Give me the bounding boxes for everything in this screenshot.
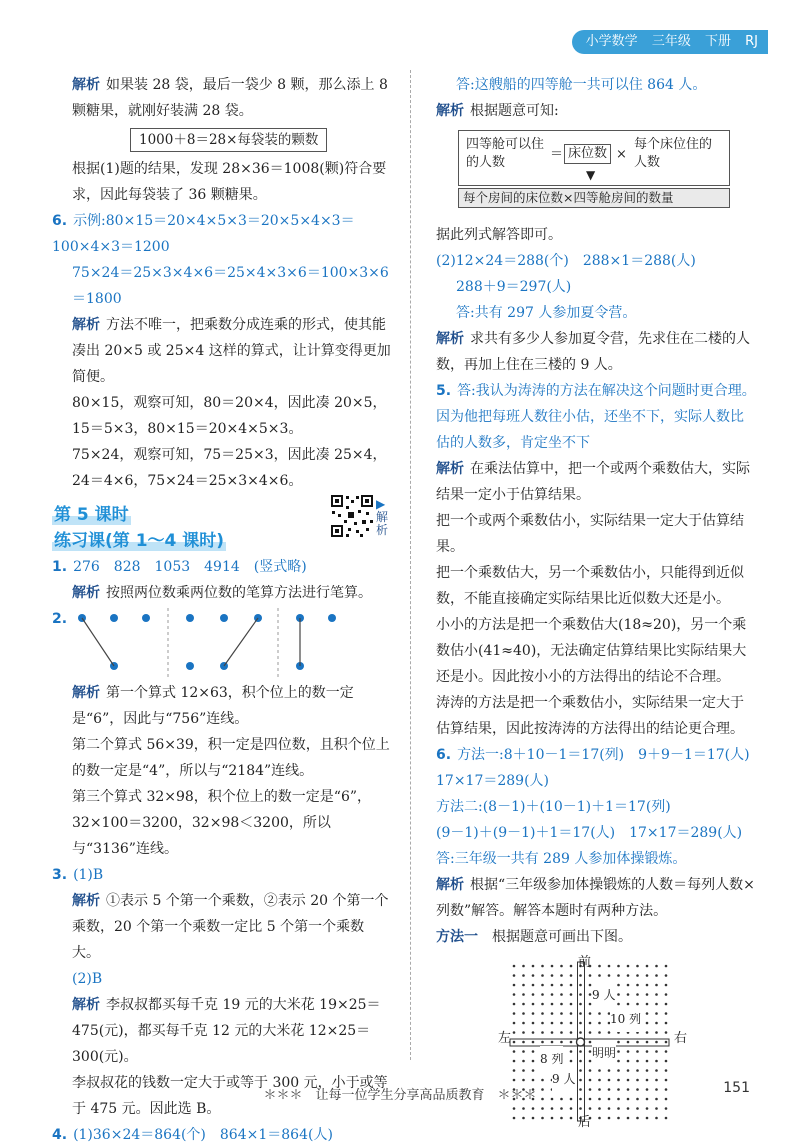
grid-dot xyxy=(541,1031,544,1034)
grid-dot xyxy=(551,1107,554,1110)
grid-dot xyxy=(589,1022,592,1025)
column-divider xyxy=(410,70,411,1060)
grid-dot xyxy=(560,1031,563,1034)
grid-dot xyxy=(665,974,668,977)
grid-dot xyxy=(608,1117,611,1120)
grid-dot xyxy=(522,1003,525,1006)
grid-dot xyxy=(646,1041,649,1044)
down-arrow-icon: ▼ xyxy=(586,168,596,182)
grid-dot xyxy=(570,974,573,977)
top-dot xyxy=(328,614,336,622)
r-line4: (2)12×24＝288(个) 288×1＝288(人) xyxy=(436,253,696,269)
grid-dot xyxy=(532,1107,535,1110)
grid-dot xyxy=(551,1117,554,1120)
grid-dot xyxy=(617,1069,620,1072)
grid-dot xyxy=(665,1069,668,1072)
grid-dot xyxy=(655,1117,658,1120)
q3-jiexi3: 李叔叔花的钱数一定大于或等于 300 元，小于或等于 475 元。因此选 B。 xyxy=(72,1075,388,1117)
q5-jiexi4: 小小的方法是把一个乘数估大(18≈20)，另一个乘数估小(41≈40)，无法确定估算结果比实际结果大还是小。因此按小小的方法得出的结论不合理。 xyxy=(436,617,747,685)
grid-dot xyxy=(532,1069,535,1072)
grid-dot xyxy=(579,1003,582,1006)
grid-dot xyxy=(617,993,620,996)
grid-dot xyxy=(579,1031,582,1034)
grid-dot xyxy=(541,984,544,987)
grid-dot xyxy=(636,1060,639,1063)
grid-dot xyxy=(646,1022,649,1025)
grid-dot xyxy=(570,993,573,996)
grid-dot xyxy=(627,974,630,977)
grid-dot xyxy=(665,1050,668,1053)
grid-dot xyxy=(617,984,620,987)
q3-part2: (2)B xyxy=(72,971,103,987)
grid-dot xyxy=(627,1003,630,1006)
matching-lines-svg xyxy=(52,606,392,680)
grid-dot xyxy=(560,984,563,987)
grid-dot xyxy=(627,1107,630,1110)
grid-dot xyxy=(560,1117,563,1120)
diagram-b: 床位数 xyxy=(564,144,611,164)
grid-dot xyxy=(522,993,525,996)
grid-dot xyxy=(617,1079,620,1082)
grid-dot xyxy=(665,1079,668,1082)
grid-dot xyxy=(570,1050,573,1053)
grid-dot xyxy=(541,993,544,996)
grid-dot xyxy=(570,1060,573,1063)
grid-dot xyxy=(617,1050,620,1053)
grid-dot xyxy=(560,1012,563,1015)
match-line-2 xyxy=(224,618,258,666)
grid-dot xyxy=(589,1041,592,1044)
grid-dot xyxy=(570,1041,573,1044)
grid-dot xyxy=(655,1012,658,1015)
grid-dot xyxy=(551,965,554,968)
grid-dot xyxy=(579,1012,582,1015)
grid-dot xyxy=(560,1022,563,1025)
diagram-c: 每个床位住的人数 xyxy=(634,137,713,170)
grid-dot xyxy=(532,984,535,987)
grid-dot xyxy=(570,965,573,968)
grid-dot xyxy=(655,1060,658,1063)
right-column xyxy=(436,72,756,1134)
grid-dot xyxy=(617,1060,620,1063)
grid-dot xyxy=(655,993,658,996)
q6-method1: 6. 方法一:8＋10－1＝17(列) 9＋9－1＝17(人) xyxy=(436,747,750,763)
grid-dot xyxy=(598,1107,601,1110)
grid-dot xyxy=(608,1107,611,1110)
formation-grid xyxy=(436,954,756,1134)
grid-dot xyxy=(665,1107,668,1110)
diagram-a: 四等舱可以住的人数 xyxy=(466,137,545,170)
grid-dot xyxy=(608,1069,611,1072)
grid-dot xyxy=(636,1069,639,1072)
grid-front: 前 xyxy=(578,955,592,970)
q6-line2: 75×24＝25×3×4×6＝25×4×3×6＝100×3×6＝1800 xyxy=(72,265,389,307)
grid-dot xyxy=(636,1003,639,1006)
grid-dot xyxy=(646,1031,649,1034)
grid-dot xyxy=(579,1069,582,1072)
grid-dot xyxy=(655,1107,658,1110)
grid-dot xyxy=(541,1022,544,1025)
grid-dot xyxy=(665,984,668,987)
grid-dot xyxy=(617,1041,620,1044)
grid-dot xyxy=(551,1031,554,1034)
grid-dot xyxy=(522,1117,525,1120)
q3-part1: 3. (1)B xyxy=(52,867,104,883)
grid-dot xyxy=(636,974,639,977)
grid-dot xyxy=(617,1117,620,1120)
q5-answer: 5. 答:我认为涛涛的方法在解决这个问题时更合理。因为他把每班人数往小估，还坐不下，实际人数比估的人数多，肯定坐不下 xyxy=(436,383,756,451)
grid-dot xyxy=(608,1079,611,1082)
grid-dot xyxy=(665,1060,668,1063)
grid-10-cols: 10 列 xyxy=(610,1006,641,1032)
q5-jiexi2: 把一个或两个乘数估小，实际结果一定大于估算结果。 xyxy=(436,513,744,555)
grid-dot xyxy=(570,1117,573,1120)
grid-dot xyxy=(608,965,611,968)
qr-code-icon[interactable] xyxy=(330,494,374,538)
grid-dot xyxy=(627,1069,630,1072)
grid-9-people-top: 9 人 xyxy=(592,982,615,1008)
q6-line4: 75×24，观察可知，75＝25×3，因此凑 25×4，24＝4×6，75×24＝25×3×4×6。 xyxy=(72,447,387,489)
grid-dot xyxy=(513,1107,516,1110)
grid-dot xyxy=(655,1041,658,1044)
grid-dot xyxy=(665,1041,668,1044)
grid-dot xyxy=(570,1012,573,1015)
method1-line: 方法一 根据题意可画出下图。 xyxy=(436,929,632,945)
diagram-eq: ＝ xyxy=(550,147,564,162)
grid-dot xyxy=(655,984,658,987)
left-p2: 根据(1)题的结果，发现 28×36＝1008(颗)符合要求，因此每袋装了 36 颗糖果。 xyxy=(72,161,387,203)
match-line-1 xyxy=(82,618,114,666)
grid-dot xyxy=(532,965,535,968)
grid-dot xyxy=(627,1079,630,1082)
grid-dot xyxy=(532,1031,535,1034)
q2-matching-diagram: 2. xyxy=(52,606,392,680)
footer-slogan: ＊＊＊ 让每一位学生分享高品质教育 ＊＊＊ xyxy=(263,1088,537,1103)
grid-dot xyxy=(541,1003,544,1006)
grid-dot xyxy=(598,1079,601,1082)
grid-dot xyxy=(532,1012,535,1015)
grid-dot xyxy=(570,1022,573,1025)
grid-9-people-bottom: 9 人 xyxy=(552,1066,575,1092)
top-dot xyxy=(142,614,150,622)
grid-mingming: 明明 xyxy=(592,1040,616,1066)
grid-8-cols: 8 列 xyxy=(540,1046,563,1072)
q6-method2b: (9－1)＋(9－1)＋1＝17(人) 17×17＝289(人) xyxy=(436,825,743,841)
diagram-bottom: 每个房间的床位数×四等舱房间的数量 xyxy=(458,188,730,208)
grid-dot xyxy=(570,1003,573,1006)
q4-line: 4. (1)36×24＝864(个) 864×1＝864(人) xyxy=(52,1127,333,1143)
q1-line: 1. 276 828 1053 4914 (竖式略) xyxy=(52,559,307,575)
grid-dot xyxy=(646,1069,649,1072)
r-answer1: 答:这艘船的四等舱一共可以住 864 人。 xyxy=(456,77,707,93)
grid-dot xyxy=(598,974,601,977)
grid-dot xyxy=(589,1003,592,1006)
grid-dot xyxy=(560,993,563,996)
grid-dot xyxy=(636,1117,639,1120)
grid-dot xyxy=(579,1050,582,1053)
grid-dot xyxy=(665,1003,668,1006)
grid-dot xyxy=(551,1012,554,1015)
q6-line1: 6. 示例:80×15＝20×4×5×3＝20×5×4×3＝100×4×3＝1200 xyxy=(52,213,355,255)
grid-dot xyxy=(636,1107,639,1110)
diagram-times: × xyxy=(616,147,627,162)
grid-dot xyxy=(532,993,535,996)
left-column xyxy=(52,72,392,1148)
grid-dot xyxy=(513,1041,516,1044)
grid-dot xyxy=(665,1022,668,1025)
grid-dot xyxy=(646,984,649,987)
grid-dot xyxy=(513,984,516,987)
grid-dot xyxy=(589,1031,592,1034)
grid-dot xyxy=(636,1050,639,1053)
grid-dot xyxy=(589,1060,592,1063)
grid-dot xyxy=(551,1041,554,1044)
grid-dot xyxy=(589,1079,592,1082)
grid-dot xyxy=(636,1079,639,1082)
grid-dot xyxy=(646,1050,649,1053)
grid-dot xyxy=(655,974,658,977)
grid-dot xyxy=(589,1050,592,1053)
q3-jiexi1: 解析 ①表示 5 个第一个乘数，②表示 20 个第一个乘数，20 个第一个乘数一定比 5 个第一个乘数大。 xyxy=(72,893,389,961)
r-jiexi7: 解析 求共有多少人参加夏令营，先求住在二楼的人数，再加上住在三楼的 9 人。 xyxy=(436,331,750,373)
q2-jiexi3: 第三个算式 32×98，积个位上的数一定是“6”，32×100＝3200，32×98＜3200，所以与“3136”连线。 xyxy=(72,789,372,857)
grid-dot xyxy=(541,1117,544,1120)
grid-dot xyxy=(627,993,630,996)
grid-dot xyxy=(579,1079,582,1082)
grid-dot xyxy=(579,984,582,987)
grid-dot xyxy=(560,965,563,968)
grid-dot xyxy=(646,1012,649,1015)
grid-dot xyxy=(560,1003,563,1006)
method1-label: 方法一 xyxy=(436,929,478,945)
header-bar xyxy=(572,30,768,54)
q5-jiexi1: 解析 在乘法估算中，把一个或两个乘数估大，实际结果一定小于估算结果。 xyxy=(436,461,750,503)
grid-dot xyxy=(655,1003,658,1006)
grid-left: 左 xyxy=(498,1031,512,1046)
grid-dot xyxy=(598,1069,601,1072)
q2-jiexi2: 第二个算式 56×39，积一定是四位数，且积个位上的数一定是“4”，所以与“2184”连线。 xyxy=(72,737,390,779)
grid-dot xyxy=(636,965,639,968)
q6-answer: 答:三年级一共有 289 人参加体操锻炼。 xyxy=(436,851,687,867)
grid-dot xyxy=(570,1031,573,1034)
header-grade: 三年级 xyxy=(651,34,691,49)
grid-dot xyxy=(551,984,554,987)
q6-method1b: 17×17＝289(人) xyxy=(436,773,550,789)
q3-jiexi2: 解析 李叔叔都买每千克 19 元的大米花 19×25＝475(元)，都买每千克 12 元的大米花 12×25＝300(元)。 xyxy=(72,997,381,1065)
grid-dot xyxy=(617,974,620,977)
r-line6: 答:共有 297 人参加夏令营。 xyxy=(456,305,637,321)
grid-dot xyxy=(532,1060,535,1063)
grid-dot xyxy=(627,965,630,968)
grid-dot xyxy=(541,1041,544,1044)
grid-dot xyxy=(513,1079,516,1082)
top-dot xyxy=(220,614,228,622)
q6-jiexi: 解析 根据“三年级参加体操锻炼的人数＝每列人数×列数”解答。解答本题时有两种方法。 xyxy=(436,877,755,919)
grid-dot xyxy=(532,1041,535,1044)
grid-dot xyxy=(655,1050,658,1053)
grid-dot xyxy=(589,1069,592,1072)
q1-jiexi: 解析 按照两位数乘两位数的笔算方法进行笔算。 xyxy=(72,585,372,601)
grid-dot xyxy=(665,1117,668,1120)
r-line3: 据此列式解答即可。 xyxy=(436,227,562,243)
grid-dot xyxy=(522,965,525,968)
grid-dot xyxy=(560,974,563,977)
grid-dot xyxy=(636,993,639,996)
grid-dot xyxy=(522,974,525,977)
grid-dot xyxy=(522,1060,525,1063)
grid-dot xyxy=(646,993,649,996)
grid-dot xyxy=(513,1069,516,1072)
grid-dot xyxy=(665,1012,668,1015)
grid-dot xyxy=(655,1079,658,1082)
grid-dot xyxy=(589,984,592,987)
grid-dot xyxy=(532,1050,535,1053)
grid-dot xyxy=(541,965,544,968)
grid-dot xyxy=(541,1107,544,1110)
grid-dot xyxy=(589,1012,592,1015)
r-line5: 288＋9＝297(人) xyxy=(456,279,572,295)
grid-back: 后 xyxy=(578,1115,592,1130)
grid-dot xyxy=(598,1012,601,1015)
grid-dot xyxy=(579,1060,582,1063)
grid-dot xyxy=(522,1050,525,1053)
grid-dot xyxy=(513,1031,516,1034)
dot-grid-svg xyxy=(436,954,736,1134)
grid-dot xyxy=(627,1041,630,1044)
grid-dot xyxy=(646,1079,649,1082)
grid-dot xyxy=(655,1031,658,1034)
grid-dot xyxy=(513,974,516,977)
q5-jiexi3: 把一个乘数估大，另一个乘数估小，只能得到近似数，不能直接确定实际结果比近似数大还是小。 xyxy=(436,565,744,607)
grid-dot xyxy=(646,1117,649,1120)
header-volume: 下册 xyxy=(704,34,731,49)
grid-dot xyxy=(513,1022,516,1025)
grid-dot xyxy=(513,1050,516,1053)
grid-dot xyxy=(522,1069,525,1072)
grid-dot xyxy=(589,993,592,996)
grid-dot xyxy=(646,1107,649,1110)
grid-dot xyxy=(532,1003,535,1006)
header-subject: 小学数学 xyxy=(585,34,638,49)
grid-dot xyxy=(617,965,620,968)
grid-dot xyxy=(665,993,668,996)
grid-dot xyxy=(522,1107,525,1110)
top-dot xyxy=(110,614,118,622)
grid-dot xyxy=(636,1041,639,1044)
grid-dot xyxy=(541,1012,544,1015)
row-outline-left xyxy=(510,1039,585,1046)
grid-dot xyxy=(646,965,649,968)
grid-dot xyxy=(646,1060,649,1063)
grid-dot xyxy=(551,993,554,996)
grid-dot xyxy=(560,1041,563,1044)
grid-dot xyxy=(551,1003,554,1006)
q6-line3: 80×15，观察可知，80＝20×4，因此凑 20×5，15＝5×3，80×15＝20×4×5×3。 xyxy=(72,395,387,437)
left-p1: 解析 如果装 28 袋，最后一袋少 8 颗，那么添上 8 颗糖果，就刚好装满 28 袋。 xyxy=(72,77,388,119)
bottom-dot xyxy=(186,662,194,670)
grid-dot xyxy=(532,1022,535,1025)
grid-dot xyxy=(655,965,658,968)
header-edition: RJ xyxy=(745,34,758,49)
grid-dot xyxy=(646,1003,649,1006)
grid-dot xyxy=(570,1107,573,1110)
grid-dot xyxy=(522,984,525,987)
grid-dot xyxy=(598,1022,601,1025)
grid-right: 右 xyxy=(674,1031,688,1046)
q5-jiexi5: 涛涛的方法是把一个乘数估小，实际结果一定大于估算结果，因此按涛涛的方法得出的结论更合理。 xyxy=(436,695,744,737)
lesson-subtitle: 练习课(第 1～4 课时) xyxy=(54,531,225,551)
grid-dot xyxy=(665,1031,668,1034)
grid-dot xyxy=(627,1117,630,1120)
relation-diagram xyxy=(458,130,756,218)
jiexi-label: 解析 xyxy=(72,77,100,93)
grid-dot xyxy=(532,974,535,977)
grid-dot xyxy=(522,1022,525,1025)
grid-dot xyxy=(579,993,582,996)
grid-dot xyxy=(513,1060,516,1063)
top-dot xyxy=(186,614,194,622)
grid-dot xyxy=(598,965,601,968)
grid-dot xyxy=(665,965,668,968)
lesson-title: 第 5 课时 xyxy=(54,505,129,525)
play-icon: ▶ xyxy=(376,497,386,511)
grid-dot xyxy=(522,1031,525,1034)
grid-dot xyxy=(513,993,516,996)
grid-dot xyxy=(627,1050,630,1053)
page-number: 151 xyxy=(723,1080,750,1096)
r-jiexi-intro: 解析 根据题意可知: xyxy=(436,103,559,119)
q6-method2: 方法二:(8－1)＋(10－1)＋1＝17(列) xyxy=(436,799,671,815)
grid-dot xyxy=(513,1117,516,1120)
grid-dot xyxy=(532,1117,535,1120)
q6-jiexi: 解析 方法不唯一，把乘数分成连乘的形式，使其能凑出 20×5 或 25×4 这样的算式，让计算变得更加简便。 xyxy=(72,317,391,385)
grid-dot xyxy=(636,984,639,987)
grid-dot xyxy=(579,1022,582,1025)
grid-dot xyxy=(655,1069,658,1072)
grid-dot xyxy=(532,1079,535,1082)
qr-label: ▶解析 xyxy=(376,497,389,537)
grid-dot xyxy=(513,1003,516,1006)
q2-jiexi1: 解析 第一个算式 12×63，积个位上的数一定是“6”，因此与“756”连线。 xyxy=(72,685,354,727)
grid-dot xyxy=(627,984,630,987)
grid-dot xyxy=(551,1022,554,1025)
formula-box: 1000＋8＝28×每袋装的颗数 xyxy=(130,128,327,152)
grid-dot xyxy=(560,1107,563,1110)
grid-dot xyxy=(646,974,649,977)
grid-dot xyxy=(627,1060,630,1063)
grid-dot xyxy=(522,1041,525,1044)
grid-dot xyxy=(513,965,516,968)
grid-dot xyxy=(570,984,573,987)
grid-dot xyxy=(617,1107,620,1110)
grid-dot xyxy=(608,974,611,977)
grid-dot xyxy=(522,1012,525,1015)
mingming-marker xyxy=(577,1038,585,1046)
grid-dot xyxy=(541,974,544,977)
grid-dot xyxy=(513,1012,516,1015)
grid-dot xyxy=(522,1079,525,1082)
grid-dot xyxy=(551,974,554,977)
grid-dot xyxy=(598,1031,601,1034)
grid-dot xyxy=(598,1117,601,1120)
grid-dot xyxy=(655,1022,658,1025)
grid-dot xyxy=(541,1079,544,1082)
grid-dot xyxy=(617,1003,620,1006)
